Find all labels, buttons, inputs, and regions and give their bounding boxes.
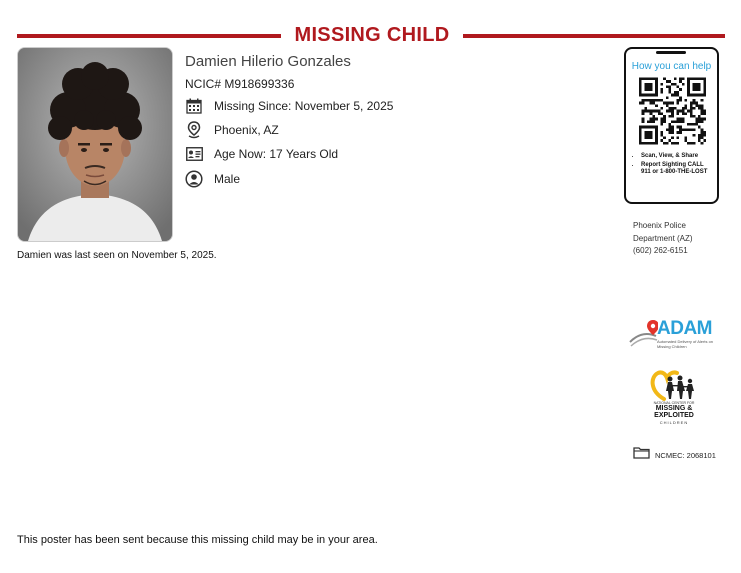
person-icon xyxy=(185,170,203,188)
police-phone: (602) 262-6151 xyxy=(633,246,688,255)
phone-notch xyxy=(656,51,686,54)
ncic-number: NCIC# M918699336 xyxy=(185,77,295,91)
ncmec-title-line-2: EXPLOITED xyxy=(654,411,694,419)
ncmec-emblem xyxy=(646,369,702,401)
child-photo xyxy=(17,47,173,242)
help-bullet-report: • Report Sighting CALL 911 or 1-800-THE-LOST xyxy=(641,162,713,177)
age-now-text: Age Now: 17 Years Old xyxy=(214,147,339,161)
calendar-icon xyxy=(185,97,203,115)
sex-row xyxy=(185,170,240,188)
how-to-help-heading: How you can help xyxy=(631,61,712,72)
ncmec-case-id xyxy=(633,446,716,464)
poster-footer-text: This poster has been sent because this missing child may be in your area. xyxy=(17,534,378,546)
missing-since-text: Missing Since: November 5, 2025 xyxy=(214,99,394,113)
missing-since-row xyxy=(185,97,393,115)
header-rule-left xyxy=(17,34,281,38)
police-line-1: Phoenix Police xyxy=(633,221,686,230)
police-contact xyxy=(633,220,693,258)
help-bullet-list xyxy=(632,153,713,178)
ncmec-small-text: NATIONAL CENTER FOR xyxy=(653,401,695,405)
ncmec-children-text: CHILDREN xyxy=(659,420,689,425)
portrait-illustration xyxy=(18,48,172,241)
poster-title: MISSING CHILD xyxy=(294,24,450,46)
adam-swoosh-icon xyxy=(628,318,658,354)
child-name: Damien Hilerio Gonzales xyxy=(185,53,351,70)
help-bullet-share: • Scan, View, & Share xyxy=(641,153,713,161)
ncmec-title-line-1: MISSING & xyxy=(655,405,693,412)
last-seen-text: Damien was last seen on November 5, 2025. xyxy=(17,250,217,261)
qr-code-icon[interactable] xyxy=(639,76,706,151)
sex-text: Male xyxy=(214,172,241,186)
how-to-help-card xyxy=(624,47,719,204)
adam-brand-text: ADAM xyxy=(657,318,712,339)
ncmec-logo xyxy=(646,369,702,429)
id-card-icon xyxy=(185,145,203,163)
adam-logo xyxy=(628,318,720,354)
police-line-2: Department (AZ) xyxy=(633,233,693,243)
map-pin-icon xyxy=(185,121,203,139)
location-text: Phoenix, AZ xyxy=(214,123,279,137)
location-row xyxy=(185,121,279,139)
header-rule-right xyxy=(463,34,725,38)
adam-tagline: Automated Delivery of Alerts on Missing Children xyxy=(657,339,714,349)
age-row xyxy=(185,145,338,163)
folder-icon xyxy=(633,446,650,464)
ncmec-title xyxy=(646,406,702,419)
ncmec-id-text: NCMEC: 2068101 xyxy=(655,450,716,460)
